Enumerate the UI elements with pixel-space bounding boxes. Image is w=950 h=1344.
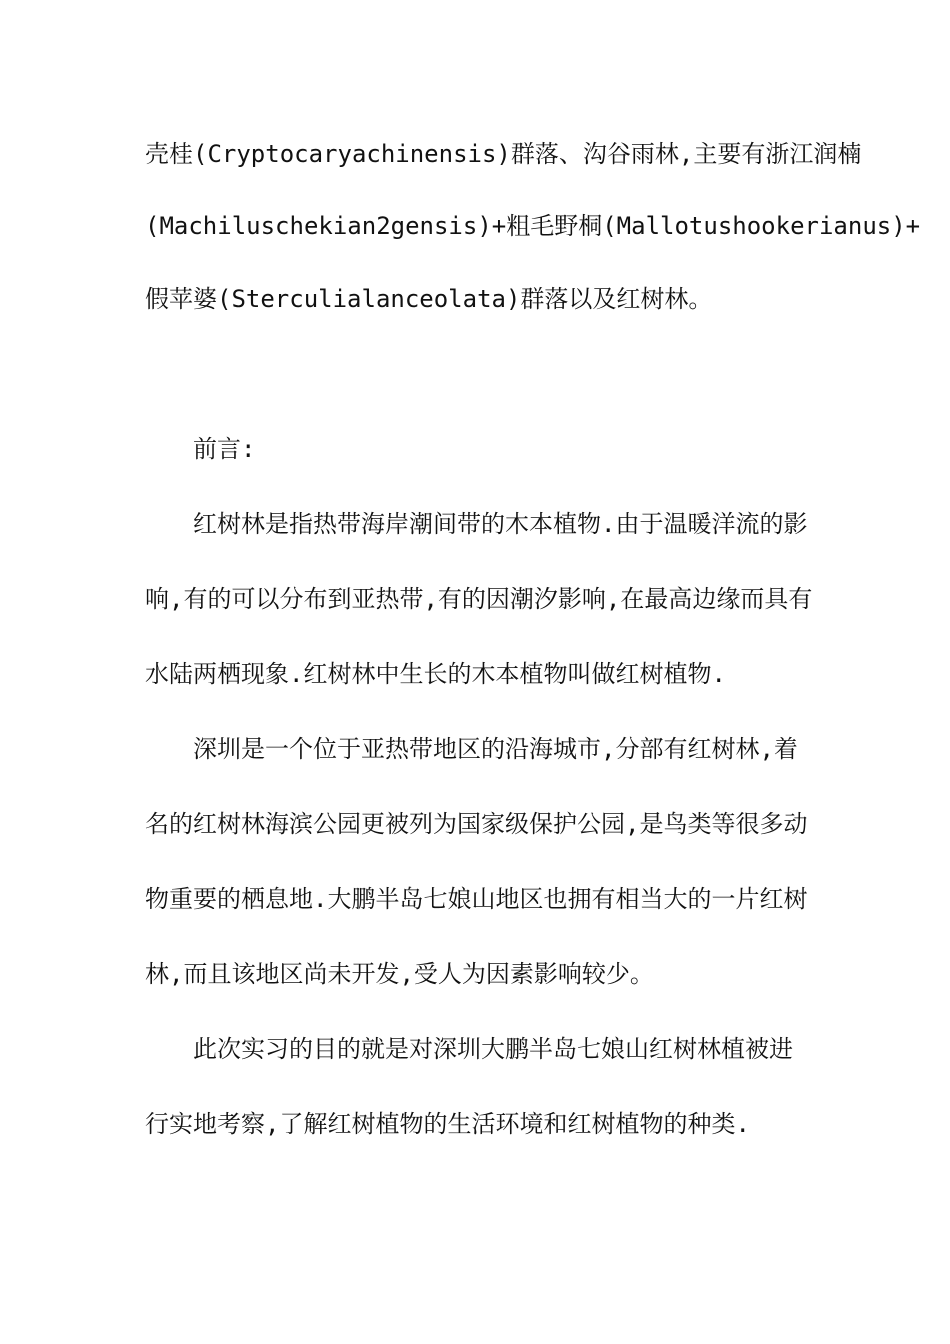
text-line: 红树林是指热带海岸潮间带的木本植物.由于温暖洋流的影 <box>193 510 808 538</box>
text-line: 壳桂(Cryptocaryachinensis)群落、沟谷雨林,主要有浙江润楠 <box>145 140 862 168</box>
text-line: 林,而且该地区尚未开发,受人为因素影响较少。 <box>145 960 654 988</box>
text-line: 响,有的可以分布到亚热带,有的因潮汐影响,在最高边缘而具有 <box>145 585 813 613</box>
text-line: 行实地考察,了解红树植物的生活环境和红树植物的种类. <box>145 1110 750 1138</box>
text-line: 深圳是一个位于亚热带地区的沿海城市,分部有红树林,着 <box>193 735 798 763</box>
section-heading: 前言: <box>193 435 256 463</box>
text-line: 水陆两栖现象.红树林中生长的木本植物叫做红树植物. <box>145 660 726 688</box>
text-line: 物重要的栖息地.大鹏半岛七娘山地区也拥有相当大的一片红树 <box>145 885 808 913</box>
text-line: 此次实习的目的就是对深圳大鹏半岛七娘山红树林植被进 <box>193 1035 793 1063</box>
text-line: (Machiluschekian2gensis)+粗毛野桐(Mallotushookerianus)+ <box>145 212 921 240</box>
text-line: 假苹婆(Sterculialanceolata)群落以及红树林。 <box>145 285 713 313</box>
text-line: 名的红树林海滨公园更被列为国家级保护公园,是鸟类等很多动 <box>145 810 808 838</box>
